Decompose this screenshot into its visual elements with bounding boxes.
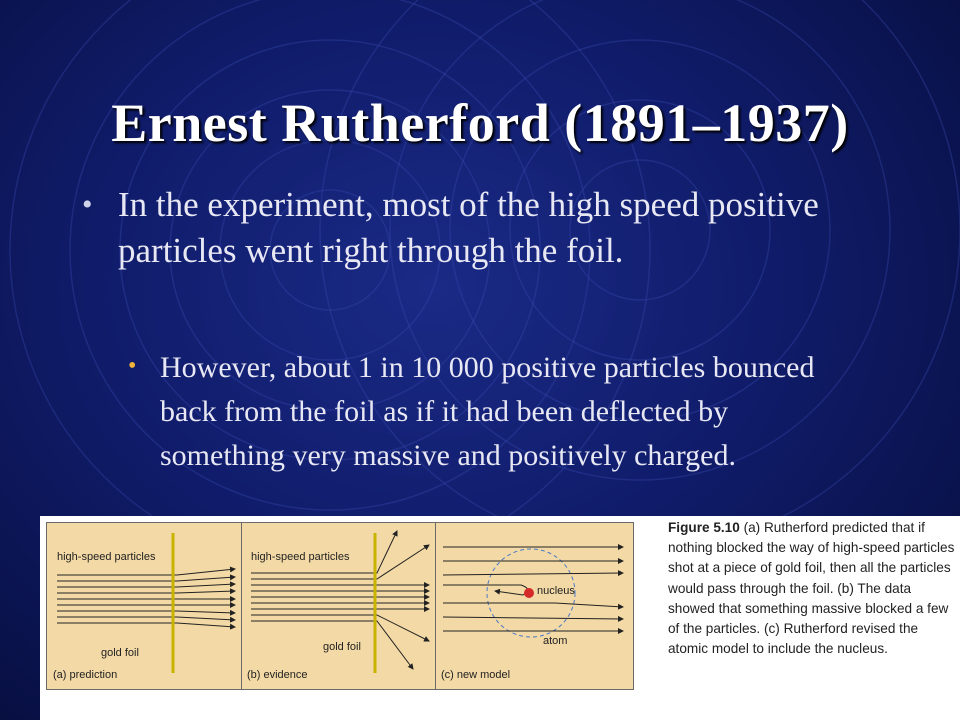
bullet-sub-text: However, about 1 in 10 000 positive particles bounced back from the foil as if it had been deflected by something very massive and positively charged.	[160, 351, 815, 472]
panel-c-nucleus-label: nucleus	[537, 585, 575, 597]
slide-title: Ernest Rutherford (1891–1937)	[111, 93, 849, 153]
panel-c-atom-label: atom	[543, 635, 568, 647]
panel-prediction	[47, 523, 242, 689]
figure-panels	[46, 522, 634, 690]
panel-a-caption: (a) prediction	[53, 669, 118, 681]
panel-evidence	[241, 523, 436, 689]
panel-new-model	[435, 523, 631, 689]
nucleus-dot	[524, 588, 534, 598]
panel-a-foil-label: gold foil	[101, 647, 139, 659]
panel-evidence-diagram	[241, 523, 435, 689]
figure-5-10	[40, 516, 960, 720]
panel-prediction-diagram	[47, 523, 241, 689]
figure-caption-label: Figure 5.10	[668, 520, 740, 535]
panel-new-model-diagram	[435, 523, 631, 689]
bullet-main-text: In the experiment, most of the high speed positive particles went right through the foil.	[118, 185, 819, 270]
panel-b-caption: (b) evidence	[247, 669, 308, 681]
panel-b-particles-label: high-speed particles	[251, 551, 350, 563]
figure-caption-text: (a) Rutherford predicted that if nothing blocked the way of high-speed particles shot at a piece of gold foil, then all the particles would pass through the foil. (b) The data showed that something massive blocked a few of the particles. (c) Rutherford revised the atomic model to include the nucleus.	[668, 520, 955, 657]
bullet-sub-dot-icon: •	[128, 353, 137, 379]
bullet-dot-icon: •	[82, 188, 93, 221]
panel-c-caption: (c) new model	[441, 669, 511, 681]
figure-caption	[668, 518, 958, 659]
bullet-main	[82, 182, 842, 274]
panel-b-foil-label: gold foil	[323, 641, 361, 653]
panel-a-particles-label: high-speed particles	[57, 551, 156, 563]
bullet-sub	[128, 346, 848, 478]
